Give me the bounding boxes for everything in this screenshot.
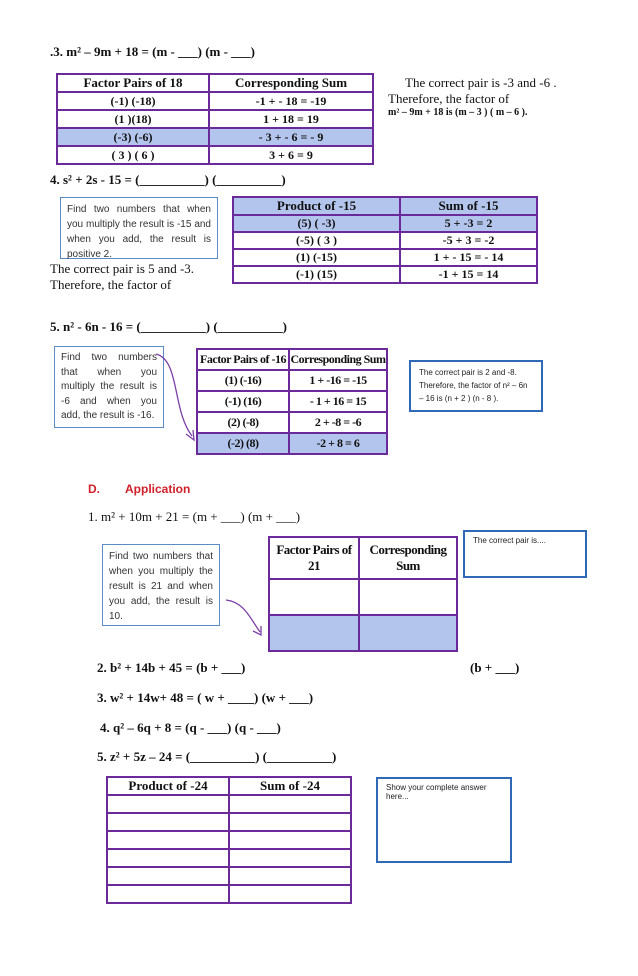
section-title: Application [125, 482, 191, 496]
problem5-table [196, 348, 388, 455]
app3-equation: 3. w² + 14w+ 48 = ( w + ____) (w + ___) [97, 690, 314, 705]
table-cell: (-5) ( 3 ) [233, 232, 400, 249]
table-cell[interactable] [107, 849, 229, 867]
problem5-hint-box: Find two numbers that when you multiply the result is -6 and when you add, the result is -16. [54, 346, 164, 428]
table-header: Factor Pairs of -16 [197, 349, 289, 370]
table-cell: -2 + 8 = 6 [289, 433, 387, 454]
table-cell[interactable] [107, 867, 229, 885]
table-cell[interactable] [107, 831, 229, 849]
table-cell[interactable] [359, 615, 457, 651]
table-cell: (1) (-16) [197, 370, 289, 391]
table-cell: (-3) (-6) [57, 128, 209, 146]
table-cell: (-1) (16) [197, 391, 289, 412]
table-cell: ( 3 ) ( 6 ) [57, 146, 209, 164]
table-header: Product of -24 [107, 777, 229, 795]
section-letter: D. [88, 482, 100, 496]
table-cell: -1 + 15 = 14 [400, 266, 537, 283]
table-header: Corresponding Sum [209, 74, 373, 92]
app1-hint-box: Find two numbers that when you multiply the result is 21 and when you add, the result is 10. [102, 544, 220, 626]
table-header: Product of -15 [233, 197, 400, 215]
problem3-answer-line1: The correct pair is -3 and -6 . [405, 75, 557, 90]
table-cell[interactable] [359, 579, 457, 615]
table-cell[interactable] [107, 795, 229, 813]
table-cell: (-1) (15) [233, 266, 400, 283]
table-cell: (2) (-8) [197, 412, 289, 433]
table-cell: - 3 + - 6 = - 9 [209, 128, 373, 146]
problem5-answer-box: The correct pair is 2 and -8. Therefore, the factor of n² – 6n – 16 is (n + 2 ) (n - 8 ). [409, 360, 543, 412]
app1-equation: 1. m² + 10m + 21 = (m + ___) (m + ___) [88, 509, 301, 524]
table-header: Corresponding Sum [359, 537, 457, 579]
app1-answer-box[interactable]: The correct pair is.... [463, 530, 587, 578]
table-header: Factor Pairs of 21 [269, 537, 359, 579]
problem5-equation: 5. n² - 6n - 16 = (__________) (__________) [50, 319, 287, 334]
app5-table [106, 776, 352, 904]
table-cell[interactable] [229, 813, 351, 831]
app4-equation: 4. q² – 6q + 8 = (q - ___) (q - ___) [100, 720, 281, 735]
table-cell: 5 + -3 = 2 [400, 215, 537, 232]
problem4-hint-box: Find two numbers that when you multiply the result is -15 and when you add, the result is positive 2. [60, 197, 218, 259]
table-cell: - 1 + 16 = 15 [289, 391, 387, 412]
table-cell: 1 + 18 = 19 [209, 110, 373, 128]
table-cell: 1 + - 15 = - 14 [400, 249, 537, 266]
problem3-table [56, 73, 374, 165]
problem4-table [232, 196, 538, 284]
table-cell: (-1) (-18) [57, 92, 209, 110]
table-cell[interactable] [107, 885, 229, 903]
table-cell: (1 )(18) [57, 110, 209, 128]
problem3-answer-line3: m² – 9m + 18 is (m – 3 ) ( m – 6 ). [388, 107, 528, 118]
app5-answer-box[interactable]: Show your complete answer here... [376, 777, 512, 863]
table-header: Factor Pairs of 18 [57, 74, 209, 92]
problem4-answer-line2: Therefore, the factor of [50, 277, 172, 292]
app5-equation: 5. z² + 5z – 24 = (__________) (__________) [97, 749, 337, 764]
table-cell[interactable] [229, 831, 351, 849]
table-header: Corresponding Sum [289, 349, 387, 370]
table-cell[interactable] [229, 867, 351, 885]
table-cell: -1 + - 18 = -19 [209, 92, 373, 110]
table-header: Sum of -24 [229, 777, 351, 795]
table-cell[interactable] [107, 813, 229, 831]
problem4-equation: 4. s² + 2s - 15 = (__________) (__________) [50, 172, 286, 187]
app2-equation-right: (b + ___) [470, 660, 520, 675]
problem3-equation: .3. m² – 9m + 18 = (m - ___) (m - ___) [50, 44, 256, 59]
table-cell: 2 + -8 = -6 [289, 412, 387, 433]
table-cell[interactable] [229, 849, 351, 867]
app1-table [268, 536, 458, 652]
problem3-answer-line2: Therefore, the factor of [388, 91, 510, 106]
table-cell[interactable] [229, 795, 351, 813]
table-header: Sum of -15 [400, 197, 537, 215]
table-cell: (1) (-15) [233, 249, 400, 266]
table-cell: -5 + 3 = -2 [400, 232, 537, 249]
table-cell[interactable] [229, 885, 351, 903]
table-cell[interactable] [269, 579, 359, 615]
table-cell[interactable] [269, 615, 359, 651]
table-cell: 3 + 6 = 9 [209, 146, 373, 164]
table-cell: (-2) (8) [197, 433, 289, 454]
table-cell: (5) ( -3) [233, 215, 400, 232]
table-cell: 1 + -16 = -15 [289, 370, 387, 391]
curved-arrow-icon [222, 596, 268, 642]
app2-equation: 2. b² + 14b + 45 = (b + ___) [97, 660, 246, 675]
problem4-answer-line1: The correct pair is 5 and -3. [50, 261, 195, 276]
